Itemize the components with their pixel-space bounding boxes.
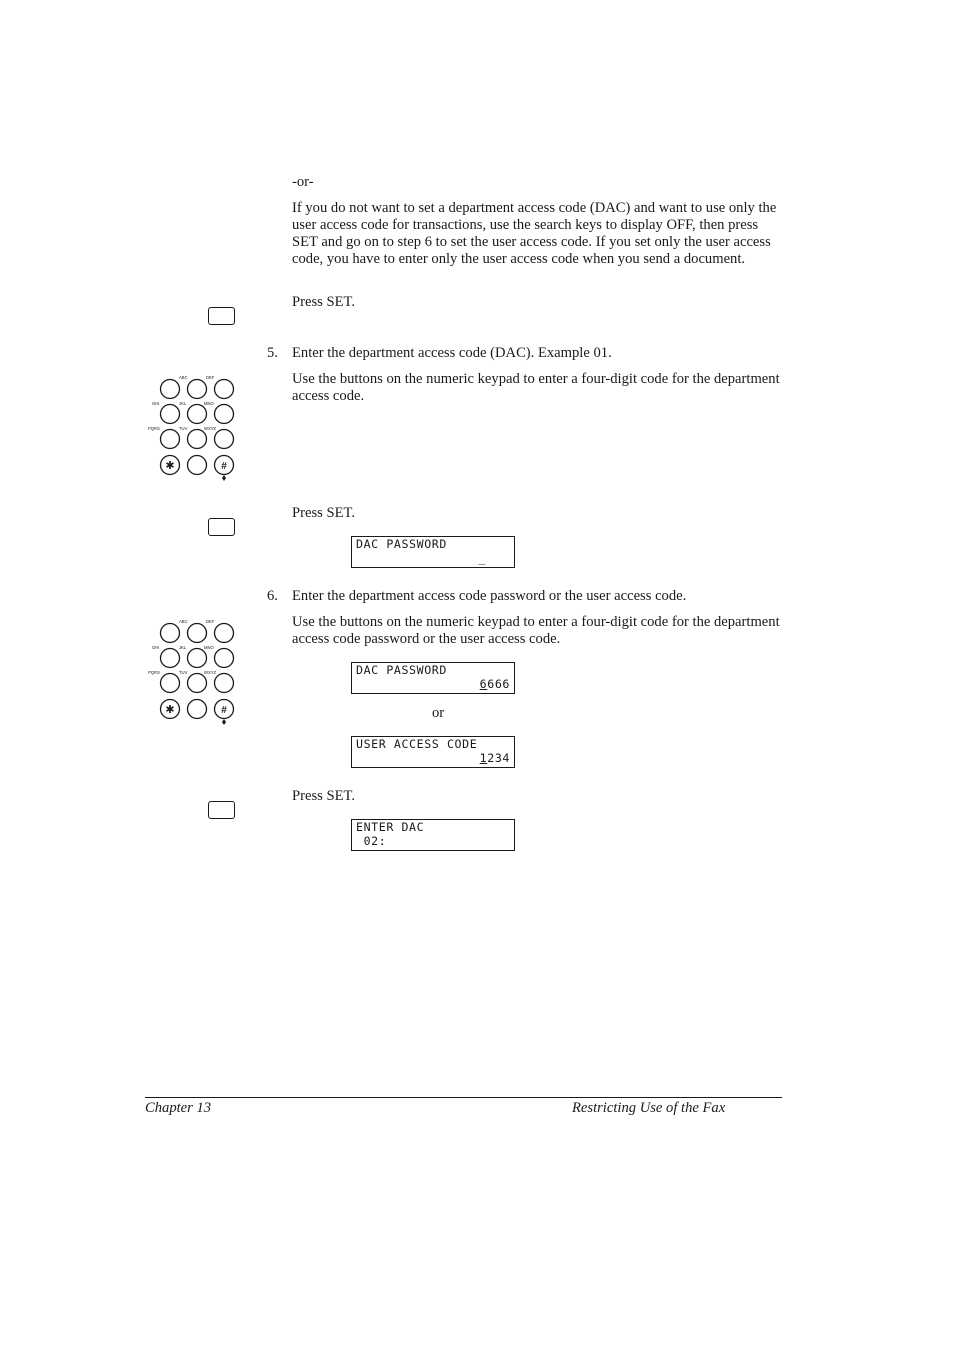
numeric-keypad-icon (146, 372, 242, 484)
or-word: or (432, 705, 445, 721)
lcd-cursor-char: 1 (479, 750, 488, 765)
lcd-cursor: _ (478, 550, 486, 565)
keypad-letters-ghi: GHI (152, 401, 160, 406)
lcd-display-dac-password-entered (351, 662, 515, 694)
pointer-icon (222, 719, 226, 725)
set-key-icon (208, 518, 235, 536)
lcd-display-dac-password (351, 536, 515, 568)
lcd-line-2: 02: (356, 833, 387, 848)
lcd-remaining-digits: 234 (487, 750, 510, 765)
step-number: 6. (267, 588, 278, 604)
lcd-display-enter-dac (351, 819, 515, 851)
lcd-line-1: DAC PASSWORD (356, 537, 447, 551)
step-5-detail: Use the buttons on the numeric keypad to enter a four-digit code for the department access code. (292, 371, 780, 404)
step-6-heading: Enter the department access code password or the user access code. (292, 588, 687, 604)
hash-key-icon: # (221, 461, 227, 472)
lcd-line-1: USER ACCESS CODE (356, 737, 478, 751)
press-set-instruction: Press SET. (292, 294, 355, 310)
set-key-icon (208, 801, 235, 819)
keypad-letters-wxyz: WXYZ (204, 426, 217, 431)
pointer-icon (222, 475, 226, 481)
keypad-letters-jkl: JKL (179, 401, 187, 406)
lcd-display-user-access-code (351, 736, 515, 768)
press-set-instruction: Press SET. (292, 788, 355, 804)
keypad-letters-def: DEF (206, 619, 215, 624)
keypad-letters-abc: ABC (179, 619, 188, 624)
keypad-letters-tuv: TUV (179, 670, 188, 675)
keypad-letters-pqrs: PQRS (148, 426, 160, 431)
keypad-letters-abc: ABC (179, 375, 188, 380)
star-key-icon: ✱ (165, 704, 175, 716)
keypad-letters-def: DEF (206, 375, 215, 380)
keypad-letters-pqrs: PQRS (148, 670, 160, 675)
or-separator: -or- (292, 174, 314, 190)
lcd-line-2 (356, 752, 510, 766)
set-key-icon (208, 307, 235, 325)
hash-key-icon: # (221, 705, 227, 716)
footer-rule (145, 1097, 782, 1098)
star-key-icon: ✱ (165, 460, 175, 472)
keypad-letters-tuv: TUV (179, 426, 188, 431)
footer-chapter: Chapter 13 (145, 1100, 212, 1116)
dac-off-paragraph: If you do not want to set a department access code (DAC) and want to use only the user access code for transactions, use the search keys to display OFF, then press SET and go on to step 6 to set the user access code. If you set only the user access code, you have to enter only the user access code when you send a document. (292, 200, 777, 267)
footer-section-title: Restricting Use of the Fax (572, 1100, 726, 1116)
step-5-heading: Enter the department access code (DAC). Example 01. (292, 345, 612, 361)
lcd-line-1: DAC PASSWORD (356, 663, 447, 677)
lcd-line-2 (356, 678, 510, 692)
keypad-letters-ghi: GHI (152, 645, 160, 650)
step-number: 5. (267, 345, 278, 361)
keypad-letters-mno: MNO (204, 401, 214, 406)
lcd-line-1: ENTER DAC (356, 820, 425, 834)
lcd-cursor-char: 6 (479, 676, 488, 691)
lcd-remaining-digits: 666 (487, 676, 510, 691)
step-6-detail: Use the buttons on the numeric keypad to enter a four-digit code for the department access code password or the user access code. (292, 614, 780, 647)
numeric-keypad-icon (146, 616, 242, 728)
keypad-letters-mno: MNO (204, 645, 214, 650)
keypad-letters-jkl: JKL (179, 645, 187, 650)
keypad-letters-wxyz: WXYZ (204, 670, 217, 675)
press-set-instruction: Press SET. (292, 505, 355, 521)
